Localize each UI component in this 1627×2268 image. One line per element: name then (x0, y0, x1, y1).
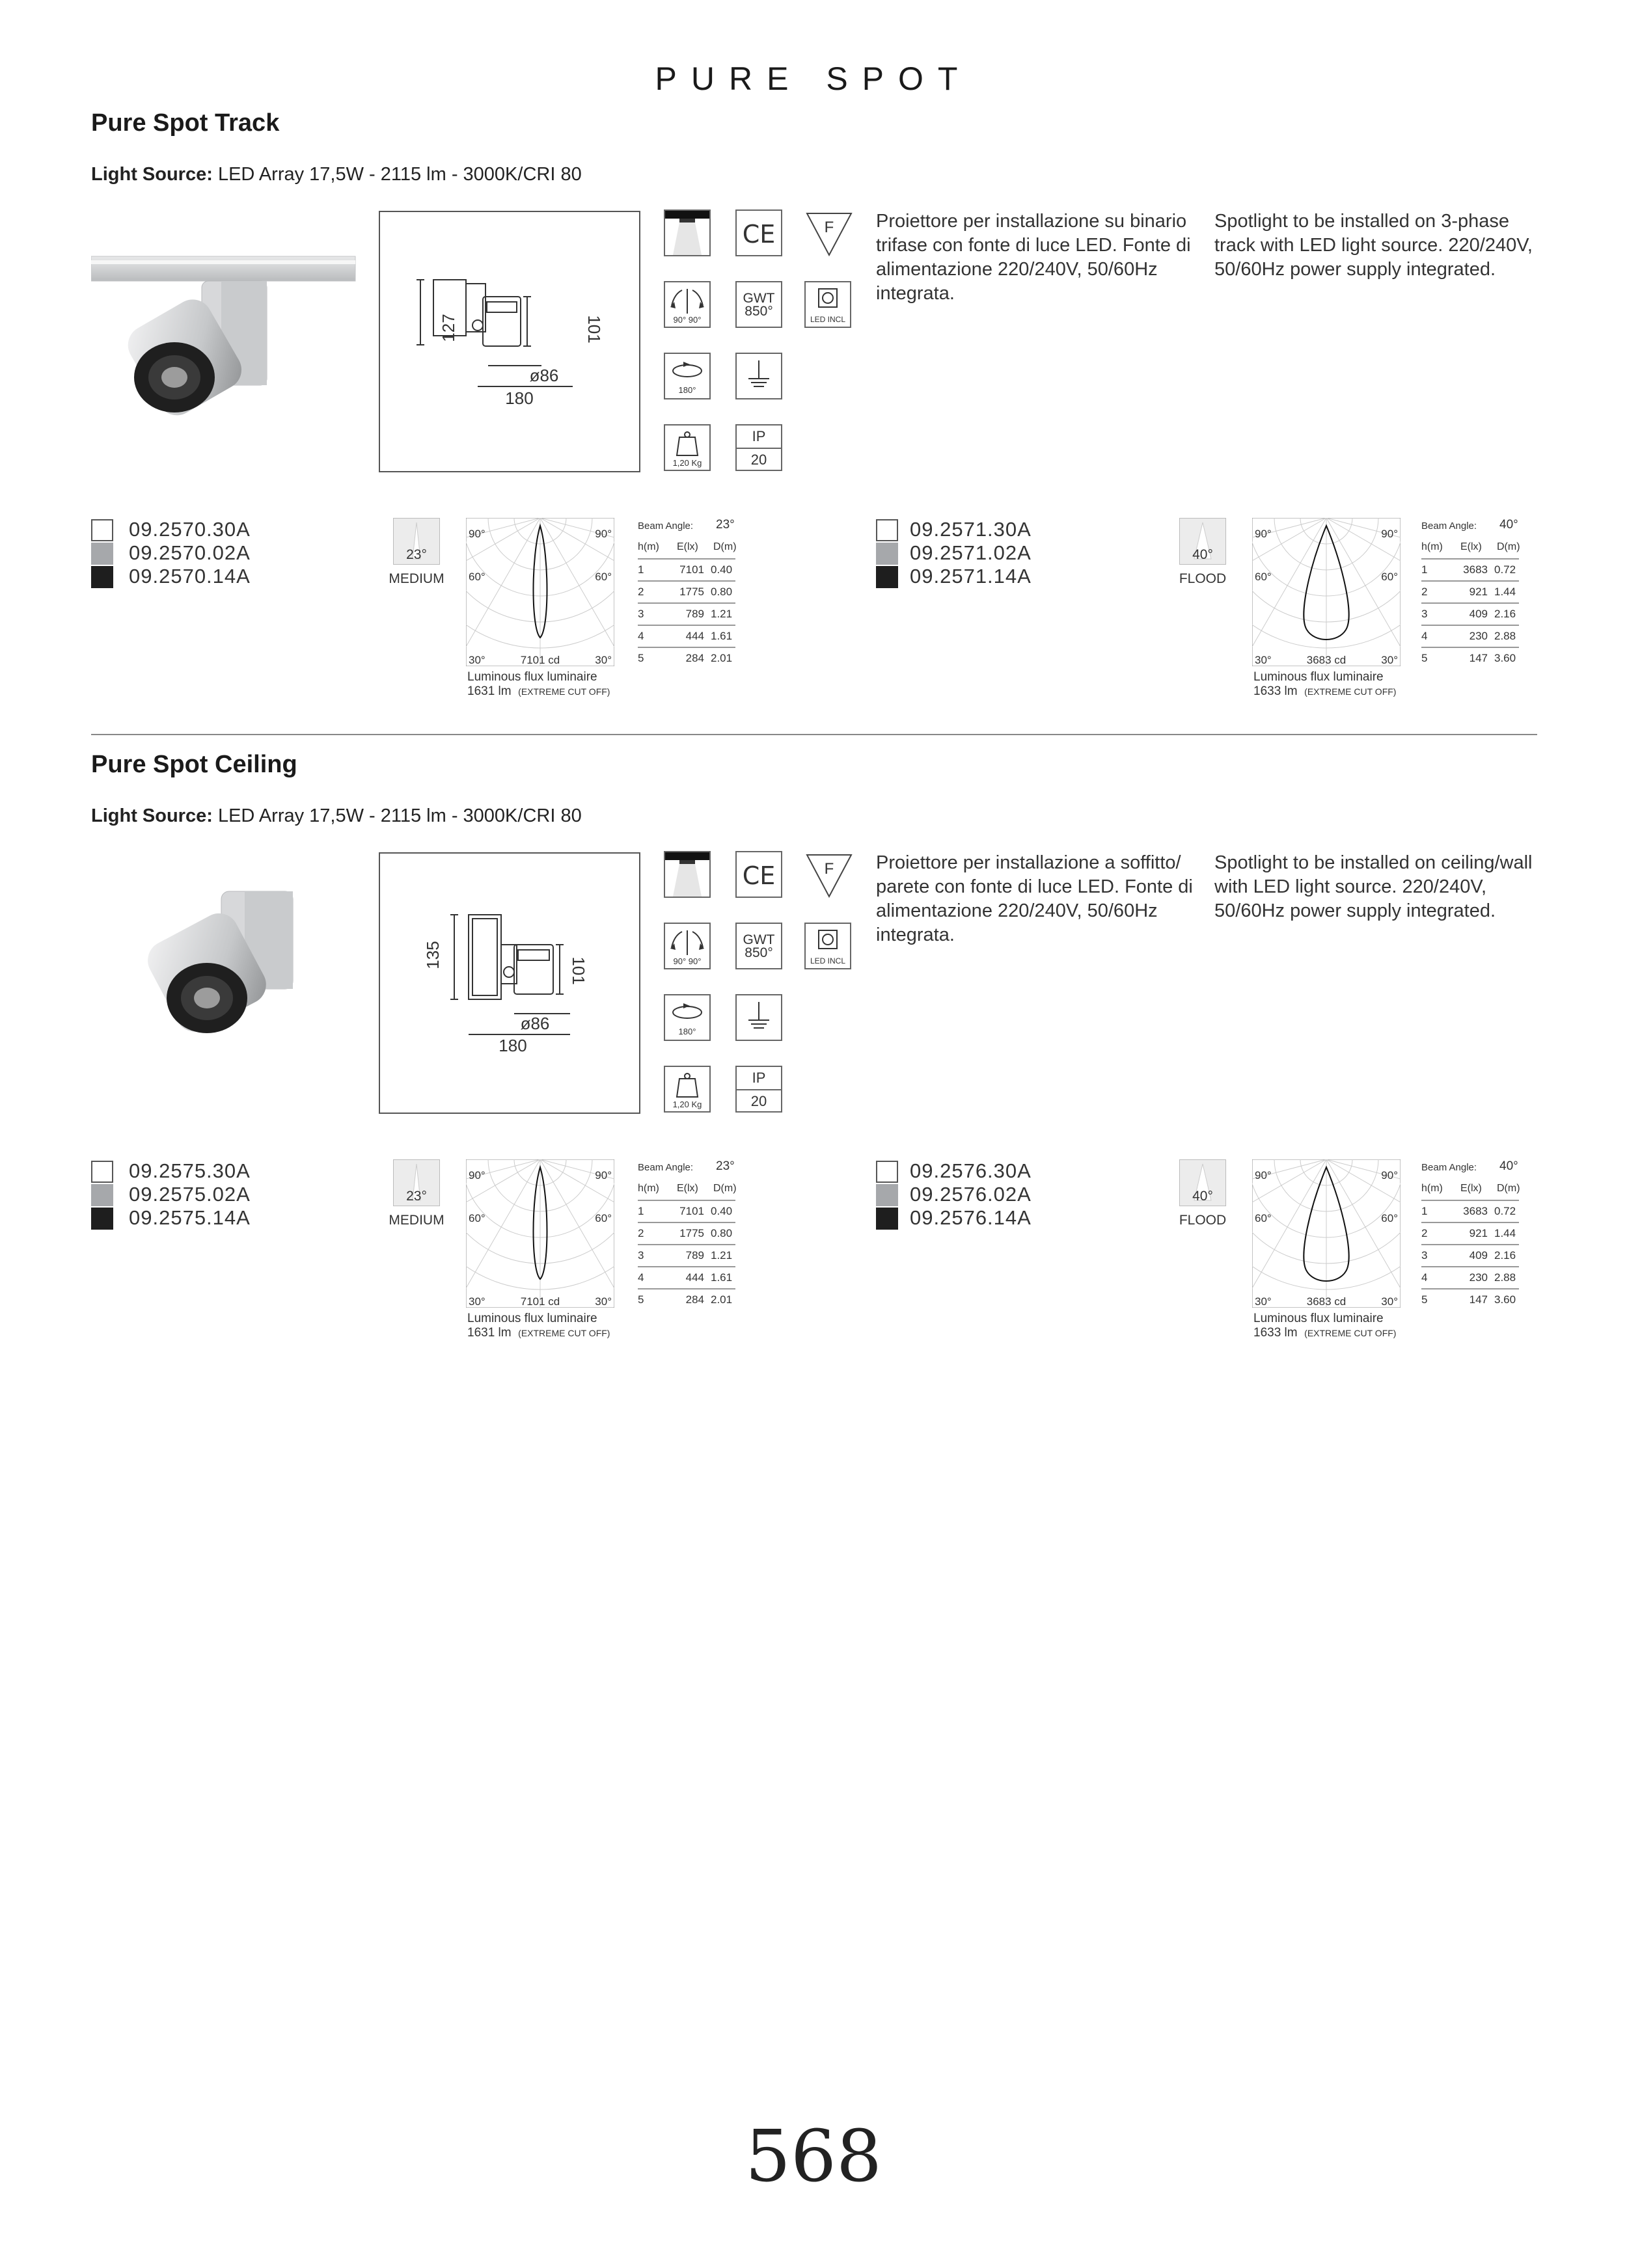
ce-icon: CE (735, 851, 782, 898)
product-code: 09.2576.30A (910, 1159, 1032, 1182)
ip-value: 20 (750, 452, 767, 468)
beam-name: MEDIUM (389, 1213, 444, 1228)
svg-text:30°: 30° (1381, 654, 1398, 666)
svg-text:90°: 90° (1381, 528, 1398, 540)
light-source-value: LED Array 17,5W - 2115 lm - 3000K/CRI 80 (217, 164, 582, 185)
dim-diameter: ø86 (520, 1014, 550, 1033)
svg-text:60°: 60° (1381, 571, 1398, 583)
earth-icon (735, 353, 782, 399)
table-row: 4 444 1.61 (638, 1271, 735, 1289)
swatch-grey (91, 1184, 113, 1206)
weight-icon: 1,20 Kg (664, 1066, 711, 1113)
product-photo-track (91, 247, 358, 462)
luminous-flux: Luminous flux luminaire 1633 lm (EXTREME CUT OFF) (1253, 670, 1397, 698)
dim-length: 180 (505, 388, 534, 408)
table-row: 3 409 2.16 (1421, 608, 1519, 626)
earth-icon (735, 994, 782, 1041)
product-code: 09.2571.14A (910, 565, 1032, 587)
table-row: 2 921 1.44 (1421, 1227, 1519, 1245)
rotation-icon: 180° (664, 994, 711, 1041)
product-code: 09.2575.14A (129, 1206, 251, 1229)
svg-text:30°: 30° (469, 1295, 485, 1308)
table-row: 1 7101 0.40 (638, 563, 735, 582)
product-photo-ceiling (130, 884, 397, 1098)
swatch-white (876, 519, 898, 541)
svg-text:90°: 90° (469, 528, 485, 540)
tilt-icon: 90° 90° (664, 923, 711, 969)
table-row: 5 284 2.01 (638, 1293, 733, 1306)
svg-text:90°: 90° (469, 1169, 485, 1181)
product-code: 09.2575.02A (129, 1183, 251, 1206)
swatch-white (91, 1161, 113, 1183)
light-source (91, 805, 582, 827)
dim-length: 180 (499, 1036, 527, 1055)
svg-text:7101 cd: 7101 cd (520, 1295, 560, 1308)
dim-depth: 101 (584, 315, 604, 344)
svg-text:90°: 90° (1255, 528, 1272, 540)
beam-symbol: 40° (1179, 518, 1226, 565)
product-code: 09.2570.02A (129, 541, 251, 564)
ip-value: 20 (750, 1093, 767, 1109)
table-row: 3 789 1.21 (638, 608, 735, 626)
product-code: 09.2571.02A (910, 541, 1032, 564)
description-it: Proiettore per installazione su binario trifase con fonte di luce LED. Fonte di alimentazione 220/240V, 50/60Hz integrata. (876, 211, 1191, 304)
ip-label: IP (737, 425, 781, 449)
product-code: 09.2570.14A (129, 565, 251, 587)
track-mount-icon (664, 209, 711, 256)
svg-text:60°: 60° (469, 1212, 485, 1224)
dim-diameter: ø86 (529, 366, 559, 385)
f-mark-icon: F (804, 851, 854, 900)
svg-text:7101 cd: 7101 cd (520, 654, 560, 666)
svg-text:60°: 60° (1255, 1212, 1272, 1224)
gwt-icon: GWT 850° (735, 923, 782, 969)
swatch-grey (876, 1184, 898, 1206)
svg-text:30°: 30° (595, 654, 612, 666)
dimension-drawing (379, 211, 640, 472)
table-row: 1 3683 0.72 (1421, 563, 1519, 582)
light-source-label: Light Source: (91, 164, 213, 185)
luminous-flux: Luminous flux luminaire 1631 lm (EXTREME CUT OFF) (467, 670, 610, 698)
ip-rating-icon (735, 1066, 782, 1113)
beam-name: FLOOD (1179, 571, 1227, 586)
tilt-icon: 90° 90° (664, 281, 711, 328)
table-header: h(m) E(lx) D(m) (1421, 541, 1519, 560)
section-title: Pure Spot Track (91, 109, 280, 137)
swatch-black (876, 566, 898, 588)
luminous-flux: Luminous flux luminaire 1633 lm (EXTREME CUT OFF) (1253, 1312, 1397, 1340)
ip-label: IP (737, 1067, 781, 1090)
table-row: 4 230 2.88 (1421, 1271, 1519, 1289)
polar-diagram (1252, 1159, 1401, 1308)
section-ceiling (0, 641, 1627, 1357)
swatch-black (876, 1208, 898, 1230)
dim-height: 127 (439, 314, 458, 342)
table-row: 1 7101 0.40 (638, 1205, 735, 1223)
dimension-drawing-svg (380, 212, 639, 471)
ip-rating-icon (735, 424, 782, 471)
dim-height: 135 (423, 941, 443, 969)
table-row: 5 147 3.60 (1421, 652, 1516, 664)
table-row: 3 409 2.16 (1421, 1249, 1519, 1267)
luminous-flux: Luminous flux luminaire 1631 lm (EXTREME CUT OFF) (467, 1312, 610, 1340)
svg-text:30°: 30° (1255, 654, 1272, 666)
swatch-white (876, 1161, 898, 1183)
svg-text:60°: 60° (1381, 1212, 1398, 1224)
swatch-grey (91, 543, 113, 565)
dim-depth: 101 (569, 956, 588, 985)
product-code: 09.2571.30A (910, 518, 1032, 541)
variant-medium (91, 1159, 859, 1355)
svg-text:90°: 90° (595, 528, 612, 540)
rotation-icon: 180° (664, 353, 711, 399)
swatch-grey (876, 543, 898, 565)
light-source-value: LED Array 17,5W - 2115 lm - 3000K/CRI 80 (217, 805, 582, 826)
svg-text:60°: 60° (1255, 571, 1272, 583)
svg-text:60°: 60° (595, 1212, 612, 1224)
beam-symbol: 23° (393, 518, 440, 565)
led-incl-icon: LED INCL (804, 923, 851, 969)
section-title: Pure Spot Ceiling (91, 751, 297, 778)
table-row: 4 444 1.61 (638, 630, 735, 648)
beam-name: MEDIUM (389, 571, 444, 586)
light-source (91, 164, 582, 185)
product-code: 09.2570.30A (129, 518, 251, 541)
table-row: 2 1775 0.80 (638, 1227, 735, 1245)
table-row: 3 789 1.21 (638, 1249, 735, 1267)
svg-text:30°: 30° (1381, 1295, 1398, 1308)
svg-text:90°: 90° (1255, 1169, 1272, 1181)
swatch-black (91, 566, 113, 588)
table-header: h(m) E(lx) D(m) (638, 1183, 735, 1201)
ce-icon: CE (735, 209, 782, 256)
polar-diagram (466, 1159, 614, 1308)
svg-text:60°: 60° (595, 571, 612, 583)
product-code: 09.2575.30A (129, 1159, 251, 1182)
light-source-label: Light Source: (91, 805, 213, 826)
table-header: h(m) E(lx) D(m) (1421, 1183, 1519, 1201)
beam-symbol: 23° (393, 1159, 440, 1206)
table-row: 1 3683 0.72 (1421, 1205, 1519, 1223)
svg-text:90°: 90° (595, 1169, 612, 1181)
section-track (0, 0, 1627, 716)
page-number: 568 (745, 2114, 882, 2198)
table-row: 4 230 2.88 (1421, 630, 1519, 648)
svg-text:60°: 60° (469, 571, 485, 583)
illuminance-table: Beam Angle: 40° h(m) E(lx) D(m) 1 3683 0.72 2 921 1.44 3 409 2.16 4 230 2.88 5 147 3.60 (1421, 1159, 1525, 1316)
table-row: 2 1775 0.80 (638, 586, 735, 604)
f-mark-icon: F (804, 209, 854, 259)
illuminance-table: Beam Angle: 23° h(m) E(lx) D(m) 1 7101 0.40 2 1775 0.80 3 789 1.21 4 444 1.61 5 284 2.01 (638, 518, 742, 674)
illuminance-table: Beam Angle: 40° h(m) E(lx) D(m) 1 3683 0.72 2 921 1.44 3 409 2.16 4 230 2.88 5 147 3.60 (1421, 518, 1525, 674)
svg-text:30°: 30° (469, 654, 485, 666)
weight-icon: 1,20 Kg (664, 424, 711, 471)
table-row: 5 284 2.01 (638, 652, 733, 664)
description-it: Proiettore per installazione a soffitto/ parete con fonte di luce LED. Fonte di alimentazione 220/240V, 50/60Hz integrata. (876, 852, 1193, 945)
table-header: h(m) E(lx) D(m) (638, 541, 735, 560)
led-incl-icon: LED INCL (804, 281, 851, 328)
svg-text:30°: 30° (1255, 1295, 1272, 1308)
description-en: Spotlight to be installed on 3-phase track with LED light source. 220/240V, 50/60Hz power supply integrated. (1214, 211, 1533, 280)
svg-text:30°: 30° (595, 1295, 612, 1308)
track-mount-icon (664, 851, 711, 898)
description-en: Spotlight to be installed on ceiling/wall with LED light source. 220/240V, 50/60Hz power supply integrated. (1214, 852, 1533, 921)
beam-symbol: 40° (1179, 1159, 1226, 1206)
swatch-black (91, 1208, 113, 1230)
dimension-drawing (379, 852, 640, 1114)
beam-name: FLOOD (1179, 1213, 1227, 1228)
svg-text:90°: 90° (1381, 1169, 1398, 1181)
page-title: PURE SPOT (655, 61, 972, 97)
table-row: 5 147 3.60 (1421, 1293, 1516, 1306)
svg-text:3683 cd: 3683 cd (1306, 1295, 1347, 1308)
table-row: 2 921 1.44 (1421, 586, 1519, 604)
swatch-white (91, 519, 113, 541)
svg-text:3683 cd: 3683 cd (1306, 654, 1347, 666)
gwt-icon: GWT 850° (735, 281, 782, 328)
variant-flood (876, 1159, 1592, 1355)
product-code: 09.2576.02A (910, 1183, 1032, 1206)
illuminance-table: Beam Angle: 23° h(m) E(lx) D(m) 1 7101 0.40 2 1775 0.80 3 789 1.21 4 444 1.61 5 284 2.01 (638, 1159, 742, 1316)
dimension-drawing-svg (380, 854, 639, 1113)
product-code: 09.2576.14A (910, 1206, 1032, 1229)
